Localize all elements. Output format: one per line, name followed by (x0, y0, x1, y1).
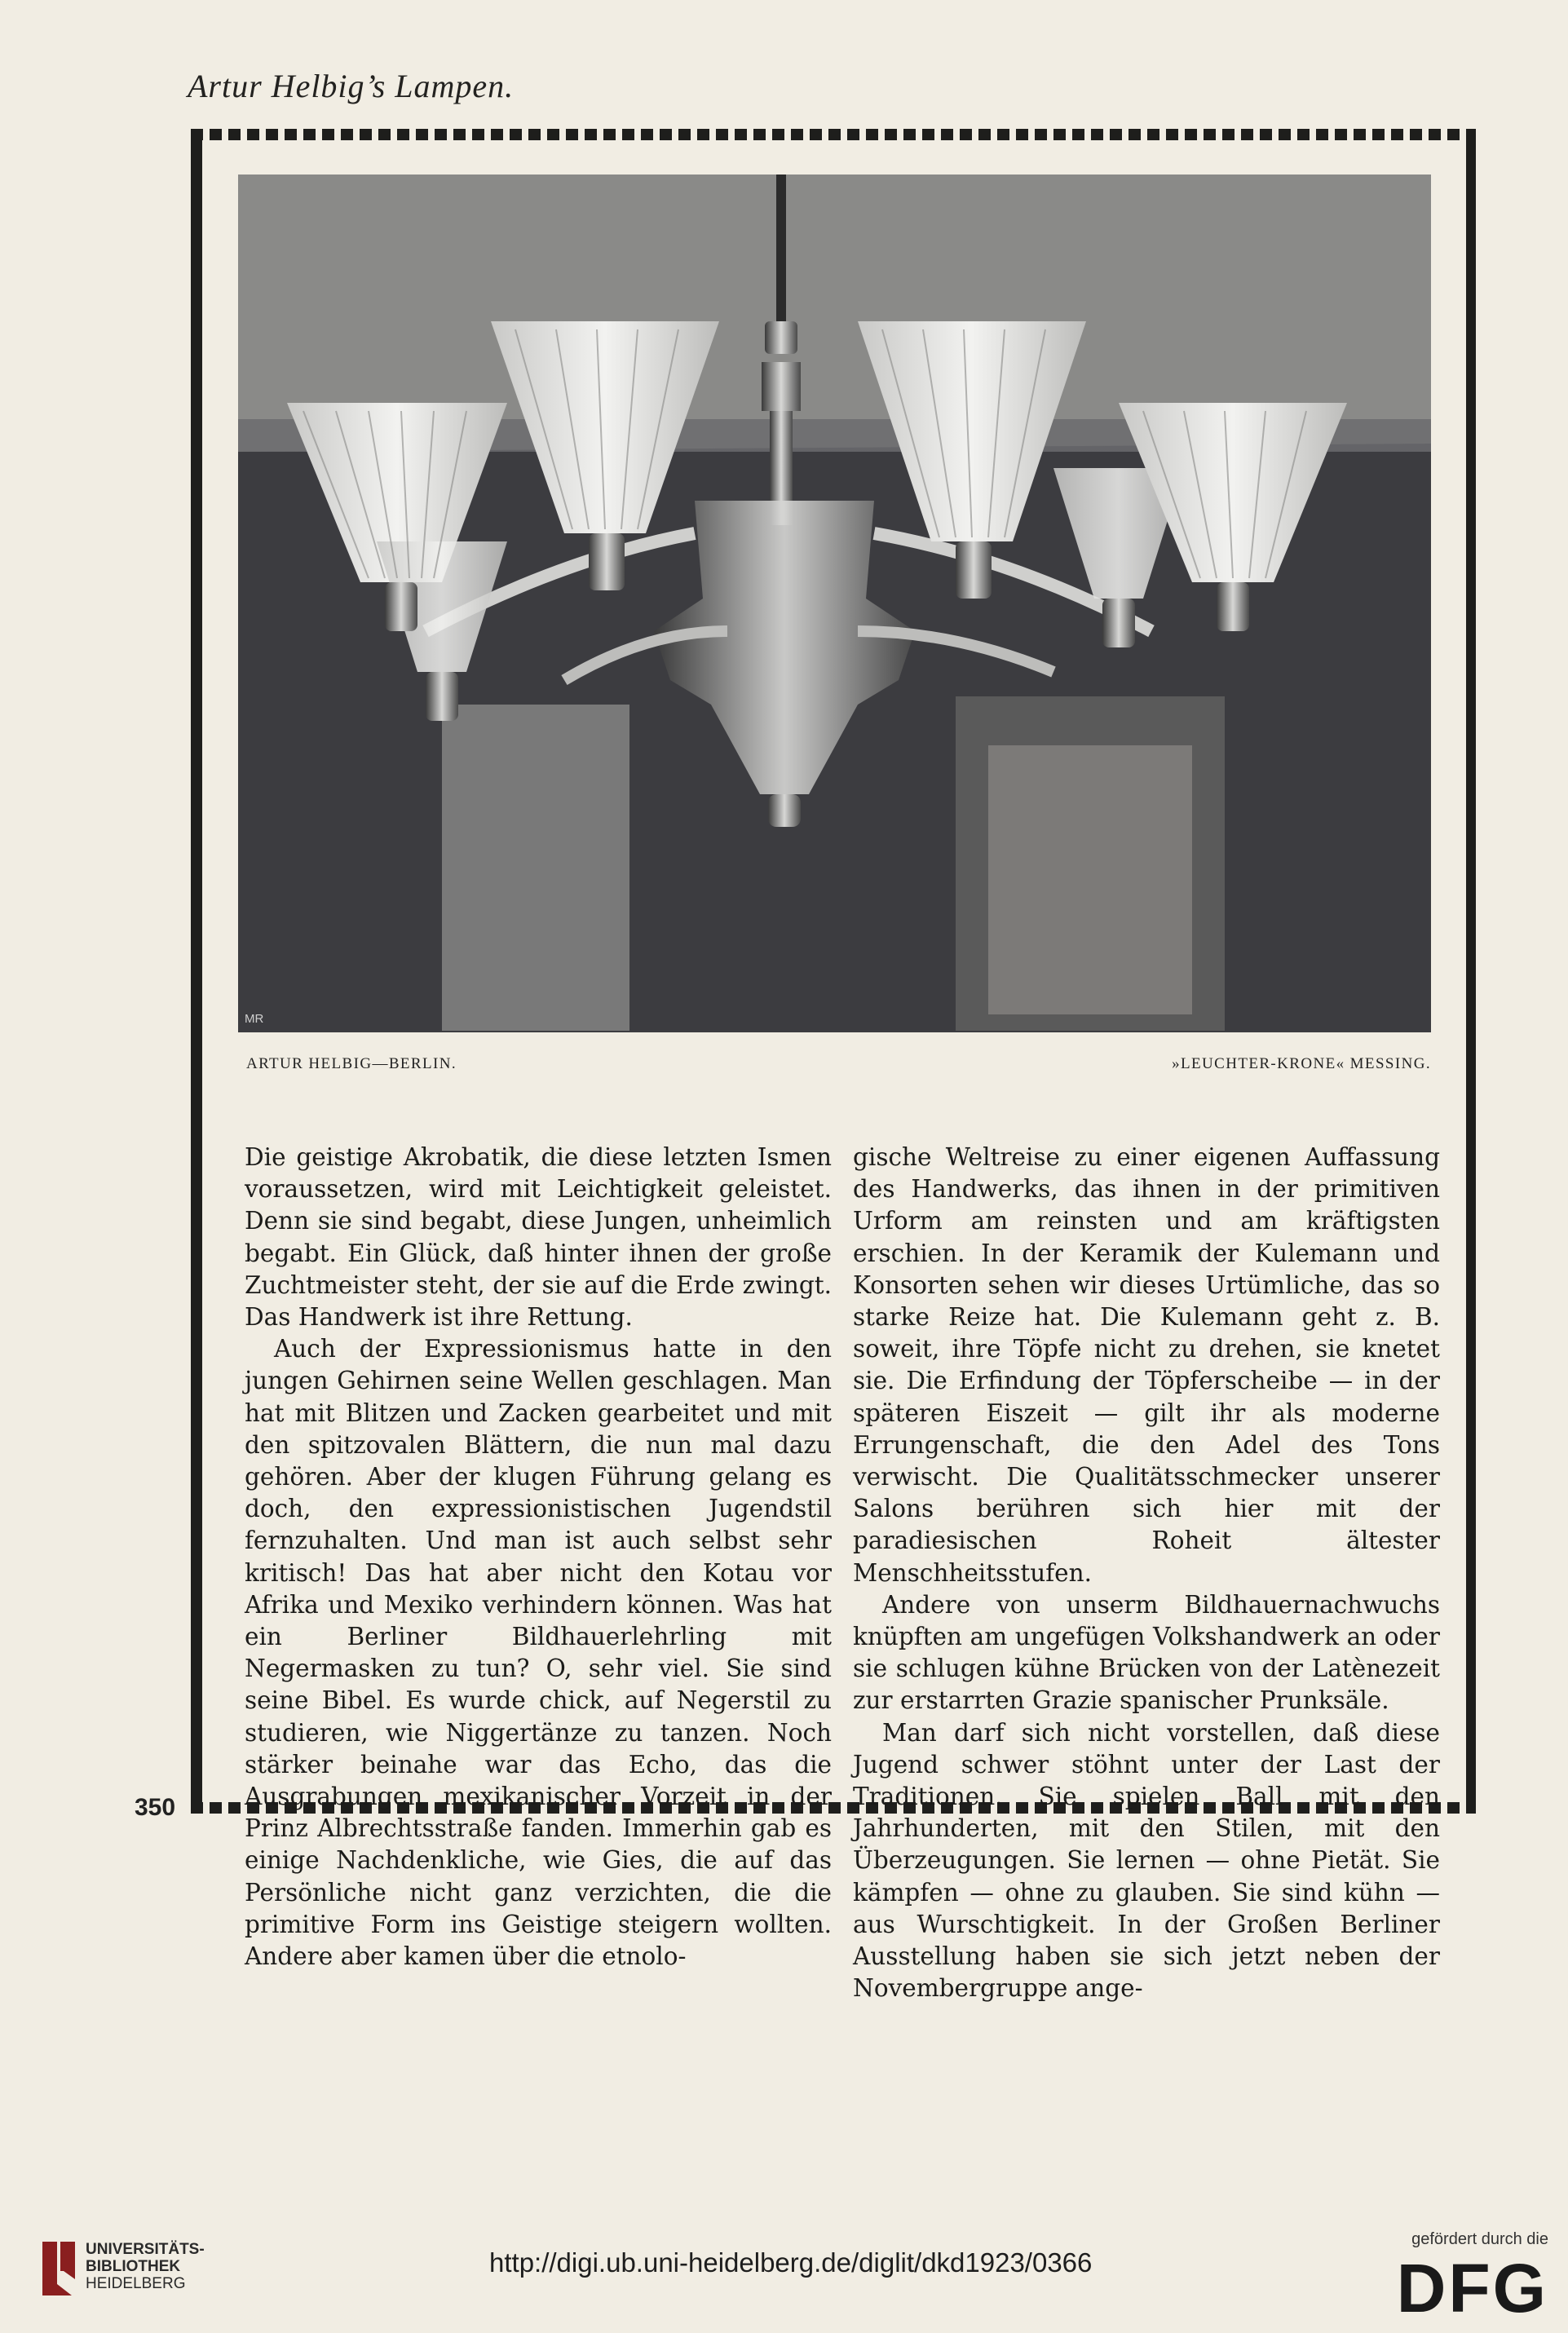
funding-note: gefördert durch die (1411, 2230, 1548, 2248)
paragraph: gische Weltreise zu einer eigenen Auffassung des Handwerks, das ihnen in der primitiven Urform am reinsten und am kräftigsten erschien. In der Keramik der Kulemann und Konsorten sehen wir dieses Urtümliche, das so starke Reize hat. Die Kulemann geht z. B. soweit, ihre Töpfe nicht zu drehen, sie knetet sie. Die Erfindung der Töpferscheibe — in der späteren Eiszeit — gilt ihr als moderne Errungenschaft, die den Adel des Tons verwischt. Die Qualitätsschmecker unserer Salons berühren sich hier mit der paradiesischen Roheit ältester Menschheitsstufen. (853, 1143, 1440, 1587)
paragraph: Die geistige Akrobatik, die diese letzten Ismen voraussetzen, wird mit Leichtigkeit geleistet. Denn sie sind begabt, diese Jungen, unheimlich begabt. Ein Glück, daß hinter ihnen der große Zuchtmeister steht, der sie auf die Erde zwingt. Das Handwerk ist ihre Rettung. (245, 1143, 832, 1332)
paragraph: Auch der Expressionismus hatte in den jungen Gehirnen seine Wellen geschlagen. Man hat mit Blitzen und Zacken gearbeitet und mit den spitzovalen Blättern, die nun mal dazu gehören. Aber der klugen Führung gelang es doch, den expressionistischen Jugendstil fernzuhalten. Und man ist auch selbst sehr kritisch! Das hat aber nicht den Kotau vor Afrika und Mexiko verhindern können. Was hat ein Berliner Bildhauerlehrling mit Negermasken zu tun? O, sehr viel. Sie sind seine Bibel. Es wurde chick, auf Negerstil zu studieren, wie Niggertänze zu tanzen. Noch stärker beinahe war das Echo, das die Ausgrabungen mexikanischer Vorzeit in der Prinz Albrechtsstraße fanden. Immerhin gab es einige Nachdenkliche, wie Gies, die auf das Persönliche nicht ganz verzichten, die die primitive Form ins Geistige steigern wollten. Andere aber kamen über die etnolo- (245, 1335, 832, 1971)
library-logo-icon (39, 2238, 78, 2302)
chandelier-illustration (238, 175, 1431, 1032)
source-url-link[interactable]: http://digi.ub.uni-heidelberg.de/diglit/dkd1923/0366 (489, 2247, 1093, 2278)
text-column-right (853, 1142, 1440, 2004)
dfg-logo: DFG (1396, 2250, 1548, 2326)
caption-artist: ARTUR HELBIG—BERLIN. (246, 1055, 457, 1072)
chandelier-photo (238, 175, 1431, 1032)
library-line: HEIDELBERG (86, 2275, 186, 2292)
text-column-left (245, 1142, 832, 1973)
paragraph: Andere von unserm Bildhauernachwuchs knüpften am ungefügen Volkshandwerk an oder sie schlugen kühne Brücken von der Latènezeit zur erstarrten Grazie spanischer Prunksäle. (853, 1590, 1440, 1715)
library-line: UNIVERSITÄTS- (86, 2241, 205, 2258)
running-title: Artur Helbig’s Lampen. (188, 68, 515, 104)
library-name (86, 2241, 205, 2292)
library-line: BIBLIOTHEK (86, 2258, 181, 2275)
caption-object: »LEUCHTER-KRONE« MESSING. (1172, 1055, 1431, 1072)
photo-credit-mark: MR (245, 1012, 264, 1026)
paragraph: Man darf sich nicht vorstellen, daß diese Jugend schwer stöhnt unter der Last der Traditionen. Sie spielen Ball mit den Jahrhunderten, mit den Stilen, mit den Überzeugungen. Sie lernen — ohne Pietät. Sie kämpfen — ohne zu glauben. Sie sind kühn — aus Wurschtigkeit. In der Großen Berliner Ausstellung haben sie sich jetzt neben der Novembergruppe ange- (853, 1718, 1440, 2003)
page-number: 350 (135, 1794, 176, 1821)
